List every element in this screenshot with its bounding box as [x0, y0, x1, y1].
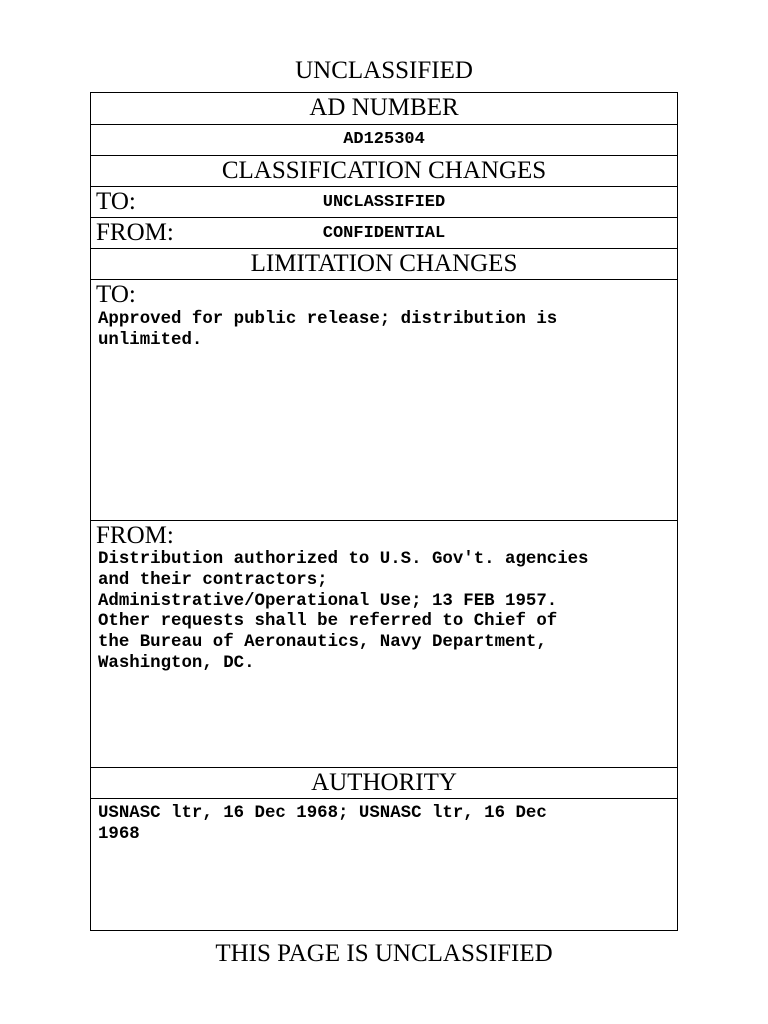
classification-changes-title-row: [91, 156, 677, 187]
authority-title: AUTHORITY: [311, 769, 457, 796]
ad-number-title-row: [91, 93, 677, 125]
limitation-to-text: Approved for public release; distribution is unlimited.: [98, 310, 558, 350]
top-classification-banner: UNCLASSIFIED: [295, 57, 473, 84]
classification-from-value: CONFIDENTIAL: [322, 224, 446, 243]
limitation-from-label: FROM:: [96, 522, 174, 549]
limitation-changes-title: LIMITATION CHANGES: [250, 250, 518, 277]
authority-section: [91, 799, 677, 930]
limitation-from-text: Distribution authorized to U.S. Gov't. agencies and their contractors; Administrative/Operational Use; 13 FEB 1957. Other requests shall be referred to Chief of the Bureau of Aeronautics, Navy Department, Washington, DC.: [98, 550, 589, 673]
ad-number-title: AD NUMBER: [309, 94, 459, 121]
ad-number-value: AD125304: [343, 130, 425, 149]
limitation-from-section: [91, 521, 677, 768]
ad-number-value-row: [91, 125, 677, 156]
limitation-changes-title-row: [91, 249, 677, 280]
authority-text: USNASC ltr, 16 Dec 1968; USNASC ltr, 16 Dec 1968: [98, 804, 547, 844]
document-change-form: [90, 92, 678, 931]
classification-from-label: FROM:: [96, 219, 174, 246]
limitation-to-label: TO:: [96, 281, 136, 308]
classification-from-row: [91, 218, 677, 249]
classification-to-label: TO:: [96, 188, 136, 215]
classification-to-row: [91, 187, 677, 218]
limitation-to-section: [91, 280, 677, 521]
authority-title-row: [91, 768, 677, 799]
classification-changes-title: CLASSIFICATION CHANGES: [221, 157, 547, 184]
classification-to-value: UNCLASSIFIED: [322, 193, 446, 212]
bottom-classification-banner: THIS PAGE IS UNCLASSIFIED: [215, 940, 553, 967]
